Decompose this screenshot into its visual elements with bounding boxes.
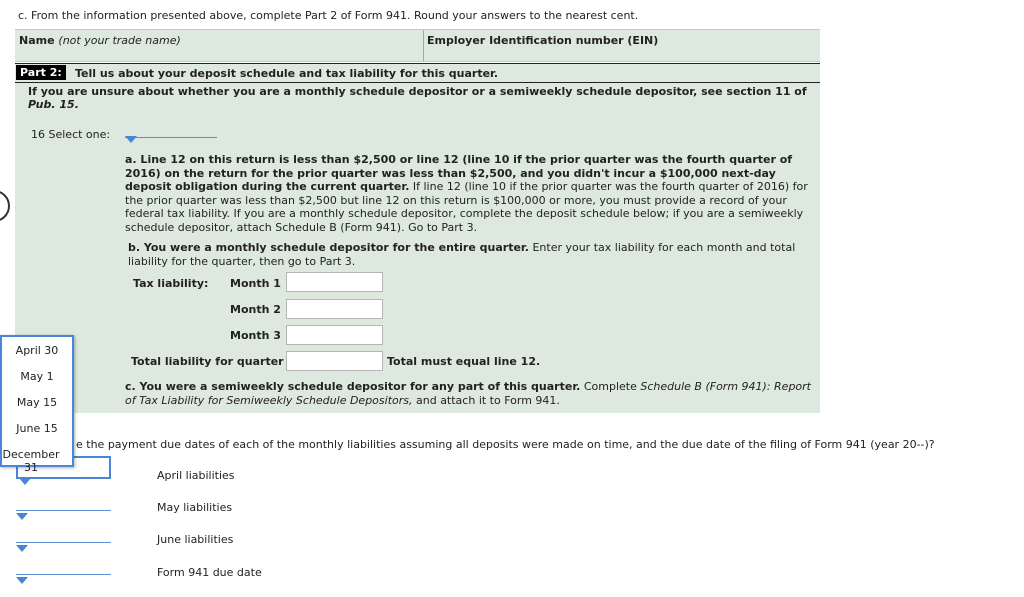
name-label: Name (not your trade name) [19, 34, 181, 47]
option-b-text: b. You were a monthly schedule depositor for the entire quarter. Enter your tax liability for each month and total liability for the quarter, then go to Part 3. [128, 241, 796, 268]
question-text: c. From the information presented above, complete Part 2 of Form 941. Round your answers to the nearest cent. [18, 9, 639, 22]
chevron-down-icon [19, 478, 31, 485]
month2-label: Month 2 [230, 303, 281, 316]
part2-title: Tell us about your deposit schedule and tax liability for this quarter. [75, 67, 499, 80]
total-liability-label: Total liability for quarter [131, 355, 284, 368]
june-due-select[interactable] [16, 524, 111, 543]
part2-intro: If you are unsure about whether you are a monthly schedule depositor or a semiweekly schedule depositor, see section 11 of Pub. 15. [28, 85, 807, 111]
header-divider [423, 30, 424, 61]
part-top-rule [15, 63, 820, 64]
option-c-text: c. You were a semiweekly schedule depositor for any part of this quarter. Complete Schedule B (Form 941): Report of Tax Liability for Semiweekly Schedule Depositors, and attach it to Form 941. [125, 380, 811, 407]
part-bottom-rule [15, 82, 820, 83]
chevron-down-icon [16, 513, 28, 520]
dropdown-option[interactable]: May 15 [16, 396, 58, 409]
total-liability-input[interactable] [286, 351, 383, 371]
dropdown-option[interactable]: May 1 [20, 370, 54, 383]
month3-label: Month 3 [230, 329, 281, 342]
tax-liability-label: Tax liability: [133, 277, 209, 290]
may-liabilities-label: May liabilities [157, 501, 233, 514]
chevron-down-icon [125, 136, 137, 143]
dropdown-option[interactable]: June 15 [16, 422, 58, 435]
due-date-dropdown-menu [0, 335, 74, 474]
form-header-row [15, 29, 820, 62]
ein-label: Employer Identification number (EIN) [427, 34, 659, 47]
question2-text: e the payment due dates of each of the monthly liabilities assuming all deposits were made on time, and the due date of the filing of Form 941 (year 20--)? [76, 438, 935, 451]
month3-input[interactable] [286, 325, 383, 345]
radio-circle-partial [0, 190, 10, 222]
may-due-select[interactable] [16, 492, 111, 511]
line16-label: 16 Select one: [31, 128, 111, 141]
dropdown-option[interactable]: December 31 [2, 448, 60, 474]
month1-label: Month 1 [230, 277, 281, 290]
line16-select[interactable] [125, 123, 217, 138]
dropdown-option[interactable]: April 30 [15, 344, 59, 357]
option-a-text: a. Line 12 on this return is less than $2,500 or line 12 (line 10 if the prior quarter was the fourth quarter of 2016) on the return for the prior quarter was less than $2,500, and you didn't incur a $100,000 next-day deposit obligation during the current quarter. If line 12 (line 10 if the prior quarter was the fourth quarter of 2016) for the prior quarter was less than $2,500 but line 12 on this return is $100,000 or more, you must provide a record of your federal tax liability. If you are a monthly schedule depositor, complete the deposit schedule below; if you are a semiweekly schedule depositor, attach Schedule B (Form 941). Go to Part 3. [125, 153, 808, 234]
chevron-down-icon [16, 577, 28, 584]
april-liabilities-label: April liabilities [157, 469, 235, 482]
june-liabilities-label: June liabilities [157, 533, 234, 546]
total-note: Total must equal line 12. [387, 355, 541, 368]
month1-input[interactable] [286, 272, 383, 292]
part2-section [15, 63, 820, 413]
chevron-down-icon [16, 545, 28, 552]
part2-label: Part 2: [16, 65, 66, 80]
month2-input[interactable] [286, 299, 383, 319]
form941-due-select[interactable] [16, 556, 111, 575]
form941-due-label: Form 941 due date [157, 566, 262, 579]
